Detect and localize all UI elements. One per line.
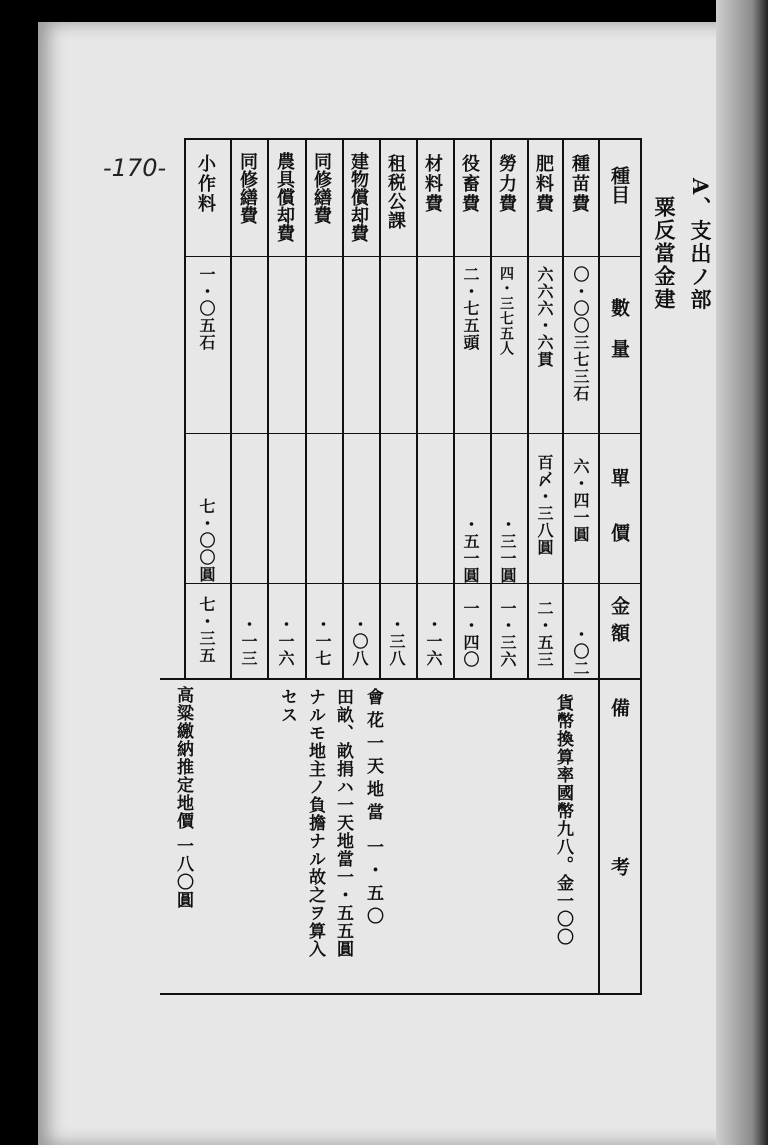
row-item: 租税公課 (385, 154, 406, 230)
row-amount: ・一三 (239, 616, 258, 667)
row-unit-price: 六・四一圓 (571, 458, 590, 543)
col-rule (598, 138, 600, 995)
header-remarks: 備考 (608, 698, 630, 1016)
header-amount: 金額 (608, 596, 630, 650)
row-unit-price: 七・〇〇圓 (197, 498, 216, 583)
row-quantity: 〇・〇〇三七三石 (571, 266, 590, 402)
header-quantity: 數量 (608, 298, 630, 380)
col-rule (305, 138, 307, 680)
row-amount: ・一六 (276, 616, 295, 667)
unitprice-amount-rule (184, 583, 641, 584)
row-item: 建物償却費 (348, 152, 369, 242)
section-heading: A、支出ノ部 (688, 178, 713, 312)
row-amount: ・一六 (424, 616, 443, 667)
row-item: 小作料 (195, 154, 216, 214)
amount-remarks-rule (160, 678, 641, 680)
book-spine (716, 0, 768, 1145)
col-rule (379, 138, 381, 680)
quantity-unitprice-rule (184, 433, 641, 434)
col-rule (267, 138, 269, 680)
row-unit-price: 百〆・三八圓 (535, 454, 554, 556)
col-rule (342, 138, 344, 680)
table-right-rule (640, 138, 642, 995)
header-item: 種目 (608, 166, 630, 204)
row-item: 農具償却費 (274, 152, 295, 242)
row-item: 役畜費 (459, 154, 480, 214)
row-unit-price: ・五一圓 (461, 516, 480, 584)
remark-line: セス (277, 688, 297, 724)
row-amount: 七・三五 (197, 596, 216, 664)
header-unit-price: 單價 (608, 468, 630, 578)
row-quantity: 四・三七五人 (498, 266, 514, 356)
remark-currency-rate: 貨幣換算率國幣九八。金一〇〇 (553, 694, 573, 946)
row-amount: ・〇八 (350, 616, 369, 667)
row-amount: 二・五三 (535, 600, 554, 668)
row-quantity: 二・七五頭 (461, 266, 480, 351)
col-rule (527, 138, 529, 680)
table-bottom-rule (160, 993, 641, 995)
page-number: -170- (103, 154, 167, 182)
row-item: 同修繕費 (237, 152, 258, 224)
expense-table (160, 138, 655, 1016)
header-row-rule (184, 256, 641, 257)
row-item: 材料費 (422, 154, 443, 214)
row-quantity: 六六六・六貫 (535, 266, 554, 368)
row-amount: 一・四〇 (461, 600, 480, 668)
row-unit-price: ・三一圓 (498, 516, 517, 584)
remark-line: 田畝、畝捐ハ一天地當一・五五圓 (333, 688, 353, 958)
row-item: 同修繕費 (311, 152, 332, 224)
row-amount: 一・三六 (498, 600, 517, 668)
row-amount: ・一七 (313, 616, 332, 667)
row-amount: ・三八 (387, 616, 406, 667)
row-item: 肥料費 (533, 154, 554, 214)
row-item: 種苗費 (569, 154, 590, 214)
col-rule (490, 138, 492, 680)
row-item: 勞力費 (496, 154, 517, 214)
col-rule (416, 138, 418, 680)
col-rule (562, 138, 564, 680)
remark-land-price: 高粱繳納推定地價 一八〇圓 (173, 686, 193, 909)
table-top-rule (184, 138, 641, 140)
remark-line: ナルモ地主ノ負擔ナル故之ヲ算入 (305, 688, 325, 958)
section-subtitle: 粟反當金建 (652, 196, 677, 311)
remark-line: 會花一天地當 一・五〇 (363, 688, 383, 930)
table-left-rule (184, 138, 186, 680)
col-rule (230, 138, 232, 680)
row-amount: ・〇二 (571, 626, 590, 677)
col-rule (453, 138, 455, 680)
row-quantity: 一・〇五石 (197, 266, 216, 351)
